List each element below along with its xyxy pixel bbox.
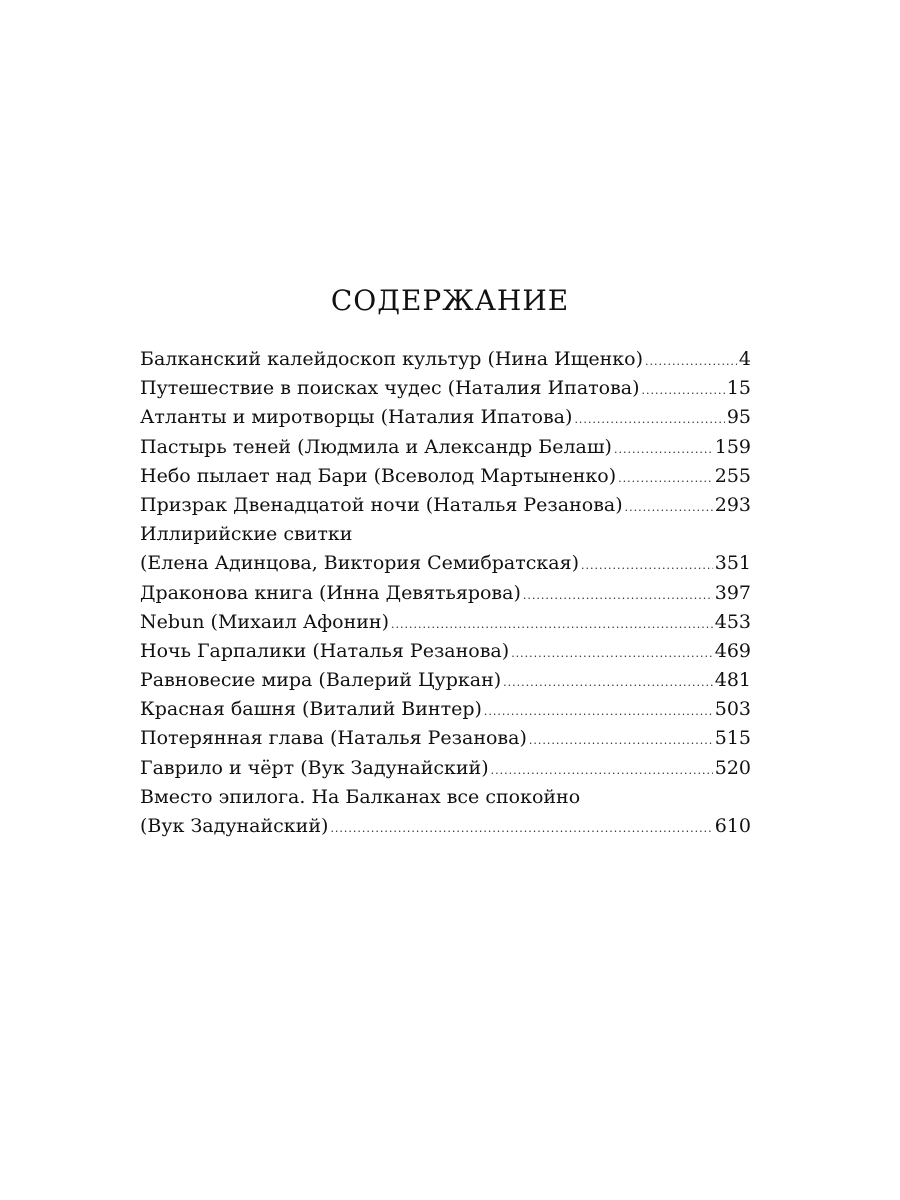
dot-leader [614,435,713,464]
dot-leader [511,639,713,668]
dot-leader [391,610,713,639]
dot-leader [618,464,713,493]
toc-entry-page: 15 [726,377,751,400]
toc-entry-title: Гаврило и чёрт (Вук Задунайский) [140,756,489,779]
toc-entry-page: 159 [714,435,751,458]
toc-entry-page: 397 [714,581,751,604]
toc-entry-title: Красная башня (Виталий Винтер) [140,698,482,721]
toc-entry-page: 4 [738,348,751,370]
toc-entry [140,345,751,374]
toc-entry [140,462,751,491]
toc-entry-page: 469 [714,639,751,662]
toc-entry [140,374,751,403]
toc-entry [140,812,751,841]
toc-entry [140,637,751,666]
toc-entry [140,695,751,724]
toc-entry [140,433,751,462]
toc-entry-title: Равновесие мира (Валерий Цуркан) [140,669,502,692]
dot-leader [523,581,713,610]
toc-entry [140,754,751,783]
toc-entry [140,666,751,695]
toc-entry-title: (Елена Адинцова, Виктория Семибратская) [140,552,580,575]
toc-entry-title: Призрак Двенадцатой ночи (Наталья Резанова) [140,493,623,516]
toc-entry-title: Иллирийские свитки [140,523,353,546]
dot-leader [581,551,713,580]
toc-entry-title: Атланты и миротворцы (Наталия Ипатова) [140,406,573,429]
toc-entry-title: Драконова книга (Инна Девятьярова) [140,581,521,604]
toc-entry [140,403,751,432]
toc-entry [140,549,751,578]
toc-entry [140,520,751,549]
toc-entry-title: Вместо эпилога. На Балканах все спокойно [140,785,581,808]
dot-leader [645,347,737,376]
toc-entry-page: 453 [714,610,751,633]
toc-entry-title: (Вук Задунайский) [140,815,329,837]
toc-entry-title: Nebun (Михаил Афонин) [140,610,389,633]
toc-entry-page: 95 [726,406,751,429]
table-of-contents [140,345,751,841]
dot-leader [330,814,712,843]
toc-entry-page: 351 [714,552,751,575]
toc-entry [140,608,751,637]
toc-entry-title: Небо пылает над Бари (Всеволод Мартыненко) [140,464,617,487]
dot-leader [529,726,713,755]
toc-entry [140,724,751,753]
toc-entry-title: Потерянная глава (Наталья Резанова) [140,727,527,750]
dot-leader [491,756,713,785]
toc-entry-title: Путешествие в поисках чудес (Наталия Ипатова) [140,377,640,400]
toc-entry-title: Балканский калейдоскоп культур (Нина Ищенко) [140,348,643,370]
toc-entry-page: 520 [714,756,751,779]
dot-leader [642,376,725,405]
dot-leader [625,493,713,522]
toc-entry [140,491,751,520]
toc-entry-page: 293 [714,493,751,516]
toc-entry-page: 481 [714,669,751,692]
toc-entry-page: 515 [714,727,751,750]
toc-entry-title: Ночь Гарпалики (Наталья Резанова) [140,639,510,662]
toc-entry [140,783,751,812]
toc-entry [140,579,751,608]
toc-heading: СОДЕРЖАНИЕ [330,284,570,317]
toc-entry-title: Пастырь теней (Людмила и Александр Белаш) [140,435,612,458]
dot-leader [484,697,713,726]
toc-entry-page: 255 [714,464,751,487]
toc-entry-page: 503 [714,698,751,721]
dot-leader [574,405,724,434]
dot-leader [503,668,713,697]
toc-entry-page: 610 [714,815,751,837]
